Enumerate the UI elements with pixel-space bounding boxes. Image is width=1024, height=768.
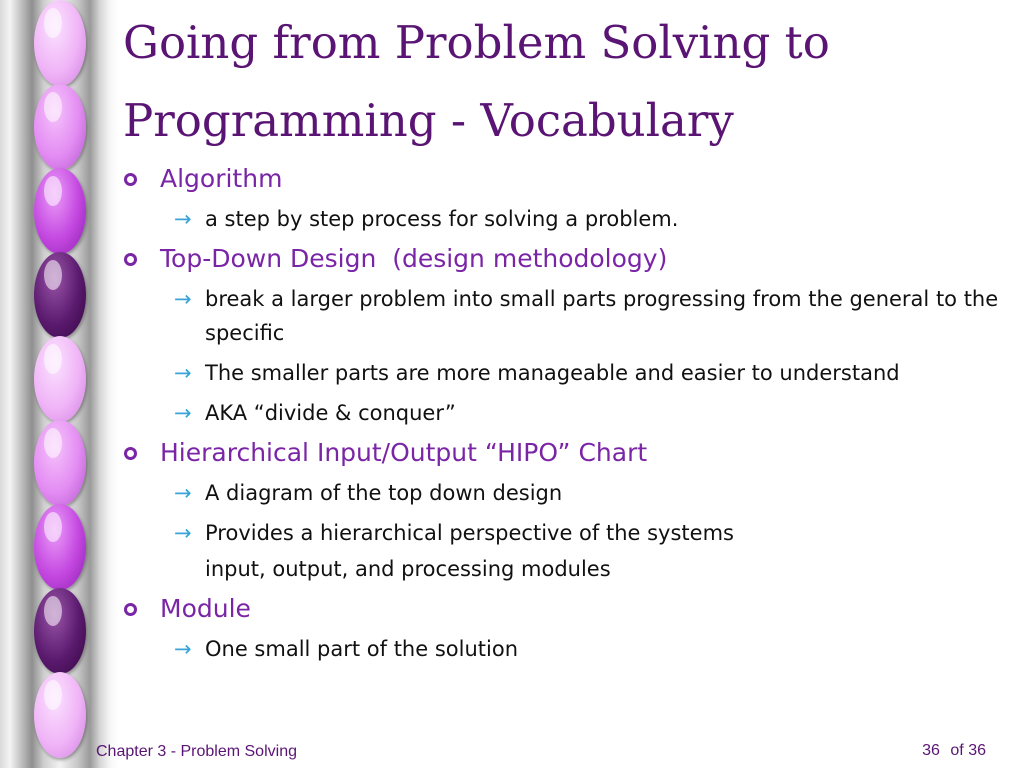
bead-decoration xyxy=(34,84,86,170)
ring-bullet-icon xyxy=(124,603,137,616)
bullet-algorithm xyxy=(122,162,1012,196)
footer-chapter: Chapter 3 - Problem Solving xyxy=(96,743,297,760)
bead-decoration xyxy=(34,168,86,254)
arrow-right-icon: → xyxy=(174,637,192,661)
sub-bullet xyxy=(122,476,1012,510)
arrow-right-icon: → xyxy=(174,481,192,505)
page-number: 36 xyxy=(922,742,940,759)
bullet-module xyxy=(122,592,1012,626)
sub-bullet-continuation xyxy=(122,552,1012,586)
slide-content xyxy=(122,162,1012,672)
ring-bullet-icon xyxy=(124,447,137,460)
bead-decoration xyxy=(34,0,86,86)
sub-bullet-text: Provides a hierarchical perspective of the systems xyxy=(205,521,734,545)
sub-bullet xyxy=(122,282,1012,350)
bead-decoration xyxy=(34,252,86,338)
ring-bullet-icon xyxy=(124,173,137,186)
sub-bullet xyxy=(122,632,1012,666)
bullet-top-down-design xyxy=(122,242,1012,276)
sub-bullet-text: A diagram of the top down design xyxy=(205,481,563,505)
bullet-hipo-chart xyxy=(122,436,1012,470)
sub-bullet xyxy=(122,356,1012,390)
sub-bullet xyxy=(122,516,1012,550)
bead-decoration xyxy=(34,504,86,590)
bullet-label: Module xyxy=(160,594,251,623)
bead-decoration xyxy=(34,336,86,422)
arrow-right-icon: → xyxy=(174,287,192,311)
page-total: of 36 xyxy=(950,742,986,759)
arrow-right-icon: → xyxy=(174,207,192,231)
arrow-right-icon: → xyxy=(174,401,192,425)
sub-bullet xyxy=(122,396,1012,430)
footer-page-counter xyxy=(916,742,986,760)
arrow-right-icon: → xyxy=(174,521,192,545)
bead-decoration xyxy=(34,420,86,506)
bead-decoration xyxy=(34,588,86,674)
bead-decoration xyxy=(34,672,86,758)
sub-bullet-text: a step by step process for solving a problem. xyxy=(205,207,679,231)
ring-bullet-icon xyxy=(124,253,137,266)
sub-bullet-text: input, output, and processing modules xyxy=(205,557,611,581)
bullet-label: Algorithm xyxy=(160,164,283,193)
sub-bullet-text: break a larger problem into small parts progressing from the general to the specific xyxy=(205,287,999,345)
arrow-right-icon: → xyxy=(174,361,192,385)
bullet-label: Hierarchical Input/Output “HIPO” Chart xyxy=(160,438,648,467)
sub-bullet-text: The smaller parts are more manageable and easier to understand xyxy=(205,361,900,385)
slide-title: Going from Problem Solving to Programming - Vocabulary xyxy=(123,16,830,147)
sub-bullet-text: One small part of the solution xyxy=(205,637,519,661)
sub-bullet xyxy=(122,202,1012,236)
bullet-label: Top-Down Design (design methodology) xyxy=(160,244,668,273)
sub-bullet-text: AKA “divide & conquer” xyxy=(205,401,456,425)
